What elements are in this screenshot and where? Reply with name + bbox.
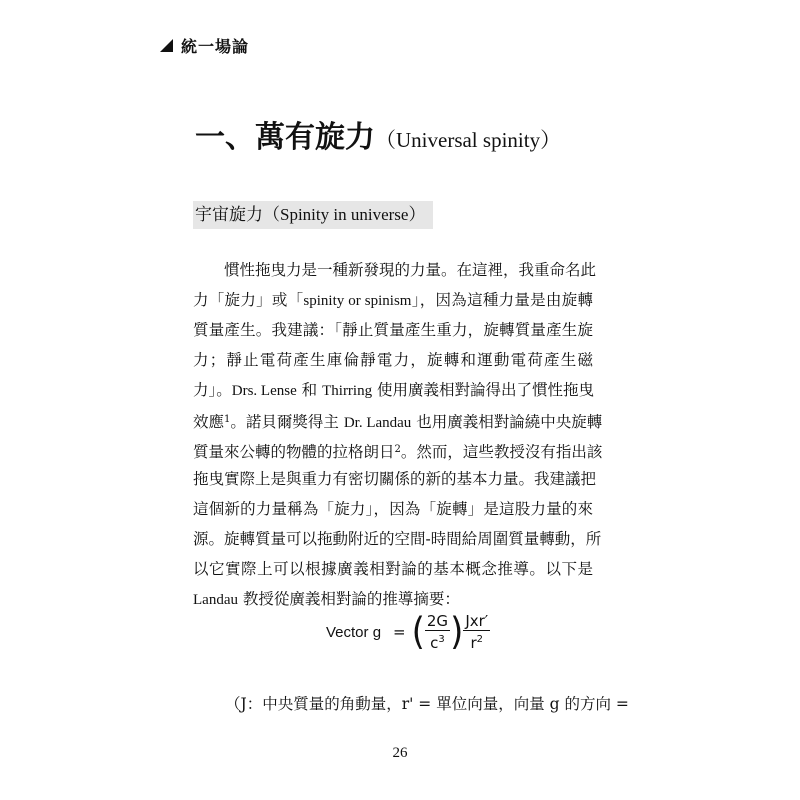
section-title-en: （Spinity in universe） [263, 205, 426, 224]
paragraph-line [193, 435, 603, 465]
paragraph-line [193, 465, 597, 495]
latin-term: spinity or spinism [303, 292, 412, 309]
footnote-ref: 2 [394, 444, 401, 456]
header-triangle-icon [160, 39, 173, 52]
line-text: 力」。 [193, 380, 232, 399]
running-header [160, 34, 249, 57]
section-title-zh: 宇宙旋力 [195, 205, 263, 225]
note-line: （J：中央質量的角動量，r' = 單位向量，向量 g 的方向 = [225, 695, 629, 713]
line-text: 拖曳實際上是與重力有密切關係的新的基本力量。我建議把 [193, 470, 597, 489]
section-heading [193, 201, 433, 229]
fraction-numerator: Jxr′ [465, 612, 489, 630]
line-text: 效應 [193, 413, 225, 432]
line-text: 教授從廣義相對論的推導摘要： [237, 589, 460, 608]
body-paragraph [193, 256, 603, 615]
line-text: 。諾貝爾獎得主 [230, 413, 344, 432]
line-text: 。然而，這些教授沒有指出該 [400, 443, 603, 462]
paragraph-line [193, 346, 593, 376]
denominator-exponent: 2 [476, 634, 484, 645]
latin-term: Thirring [322, 382, 373, 399]
formula-fraction-1 [425, 612, 450, 652]
chapter-title-en: （Universal spinity） [375, 128, 562, 152]
line-text: 質量產生。我建議：「靜止質量產生重力，旋轉質量產生旋 [193, 320, 593, 339]
paragraph-line [193, 495, 593, 525]
formula-lhs: Vector g [326, 623, 382, 641]
paragraph-line [193, 256, 597, 286]
formula-equals: = [393, 623, 406, 641]
line-text: 質量來公轉的物體的拉格朗日 [193, 443, 395, 462]
formula [326, 612, 490, 652]
footnote-ref: 1 [224, 414, 231, 426]
line-text: 和 [296, 380, 323, 399]
denominator-base: c [430, 634, 439, 652]
line-text: 力；靜止電荷產生庫倫靜電力，旋轉和運動電荷產生磁 [193, 350, 593, 369]
denominator-base: r [470, 634, 477, 652]
fraction-numerator: 2G [426, 612, 449, 630]
line-text: 也用廣義相對論繞中央旋轉 [411, 413, 603, 432]
formula-close-paren: ) [450, 610, 464, 654]
paragraph-line [193, 525, 602, 555]
fraction-denominator [428, 631, 447, 652]
paragraph-line [193, 405, 603, 435]
latin-term: Dr. Landau [343, 415, 412, 432]
paragraph-line [193, 376, 593, 406]
denominator-exponent: 3 [438, 634, 445, 645]
line-text: 以它實際上可以根據廣義相對論的基本概念推導。以下是 [193, 559, 593, 578]
line-text: 這個新的力量稱為「旋力」，因為「旋轉」是這股力量的來 [193, 500, 593, 519]
paragraph-line [193, 585, 593, 615]
paragraph-line [193, 316, 593, 346]
fraction-denominator [468, 631, 485, 652]
paragraph-line [193, 555, 593, 585]
latin-term: Drs. Lense [231, 382, 297, 399]
page-number: 26 [392, 745, 408, 761]
line-text: 慣性拖曳力是一種新發現的力量。在這裡，我重命名此 [224, 261, 597, 279]
paragraph-line [193, 286, 593, 316]
formula-open-paren: ( [411, 610, 425, 654]
line-text: 源。旋轉質量可以拖動附近的空間-時間給周圍質量轉動，所 [193, 530, 602, 549]
book-title: 統一場論 [181, 37, 250, 56]
chapter-title [195, 112, 561, 156]
line-text: 力「旋力」或「 [193, 290, 304, 309]
formula-fraction-2 [463, 612, 490, 652]
line-text: 使用廣義相對論得出了慣性拖曳 [372, 380, 595, 399]
chapter-title-zh: 一、萬有旋力 [195, 120, 375, 155]
latin-term: Landau [193, 591, 238, 608]
line-text: 」，因為這種力量是由旋轉 [411, 290, 593, 309]
